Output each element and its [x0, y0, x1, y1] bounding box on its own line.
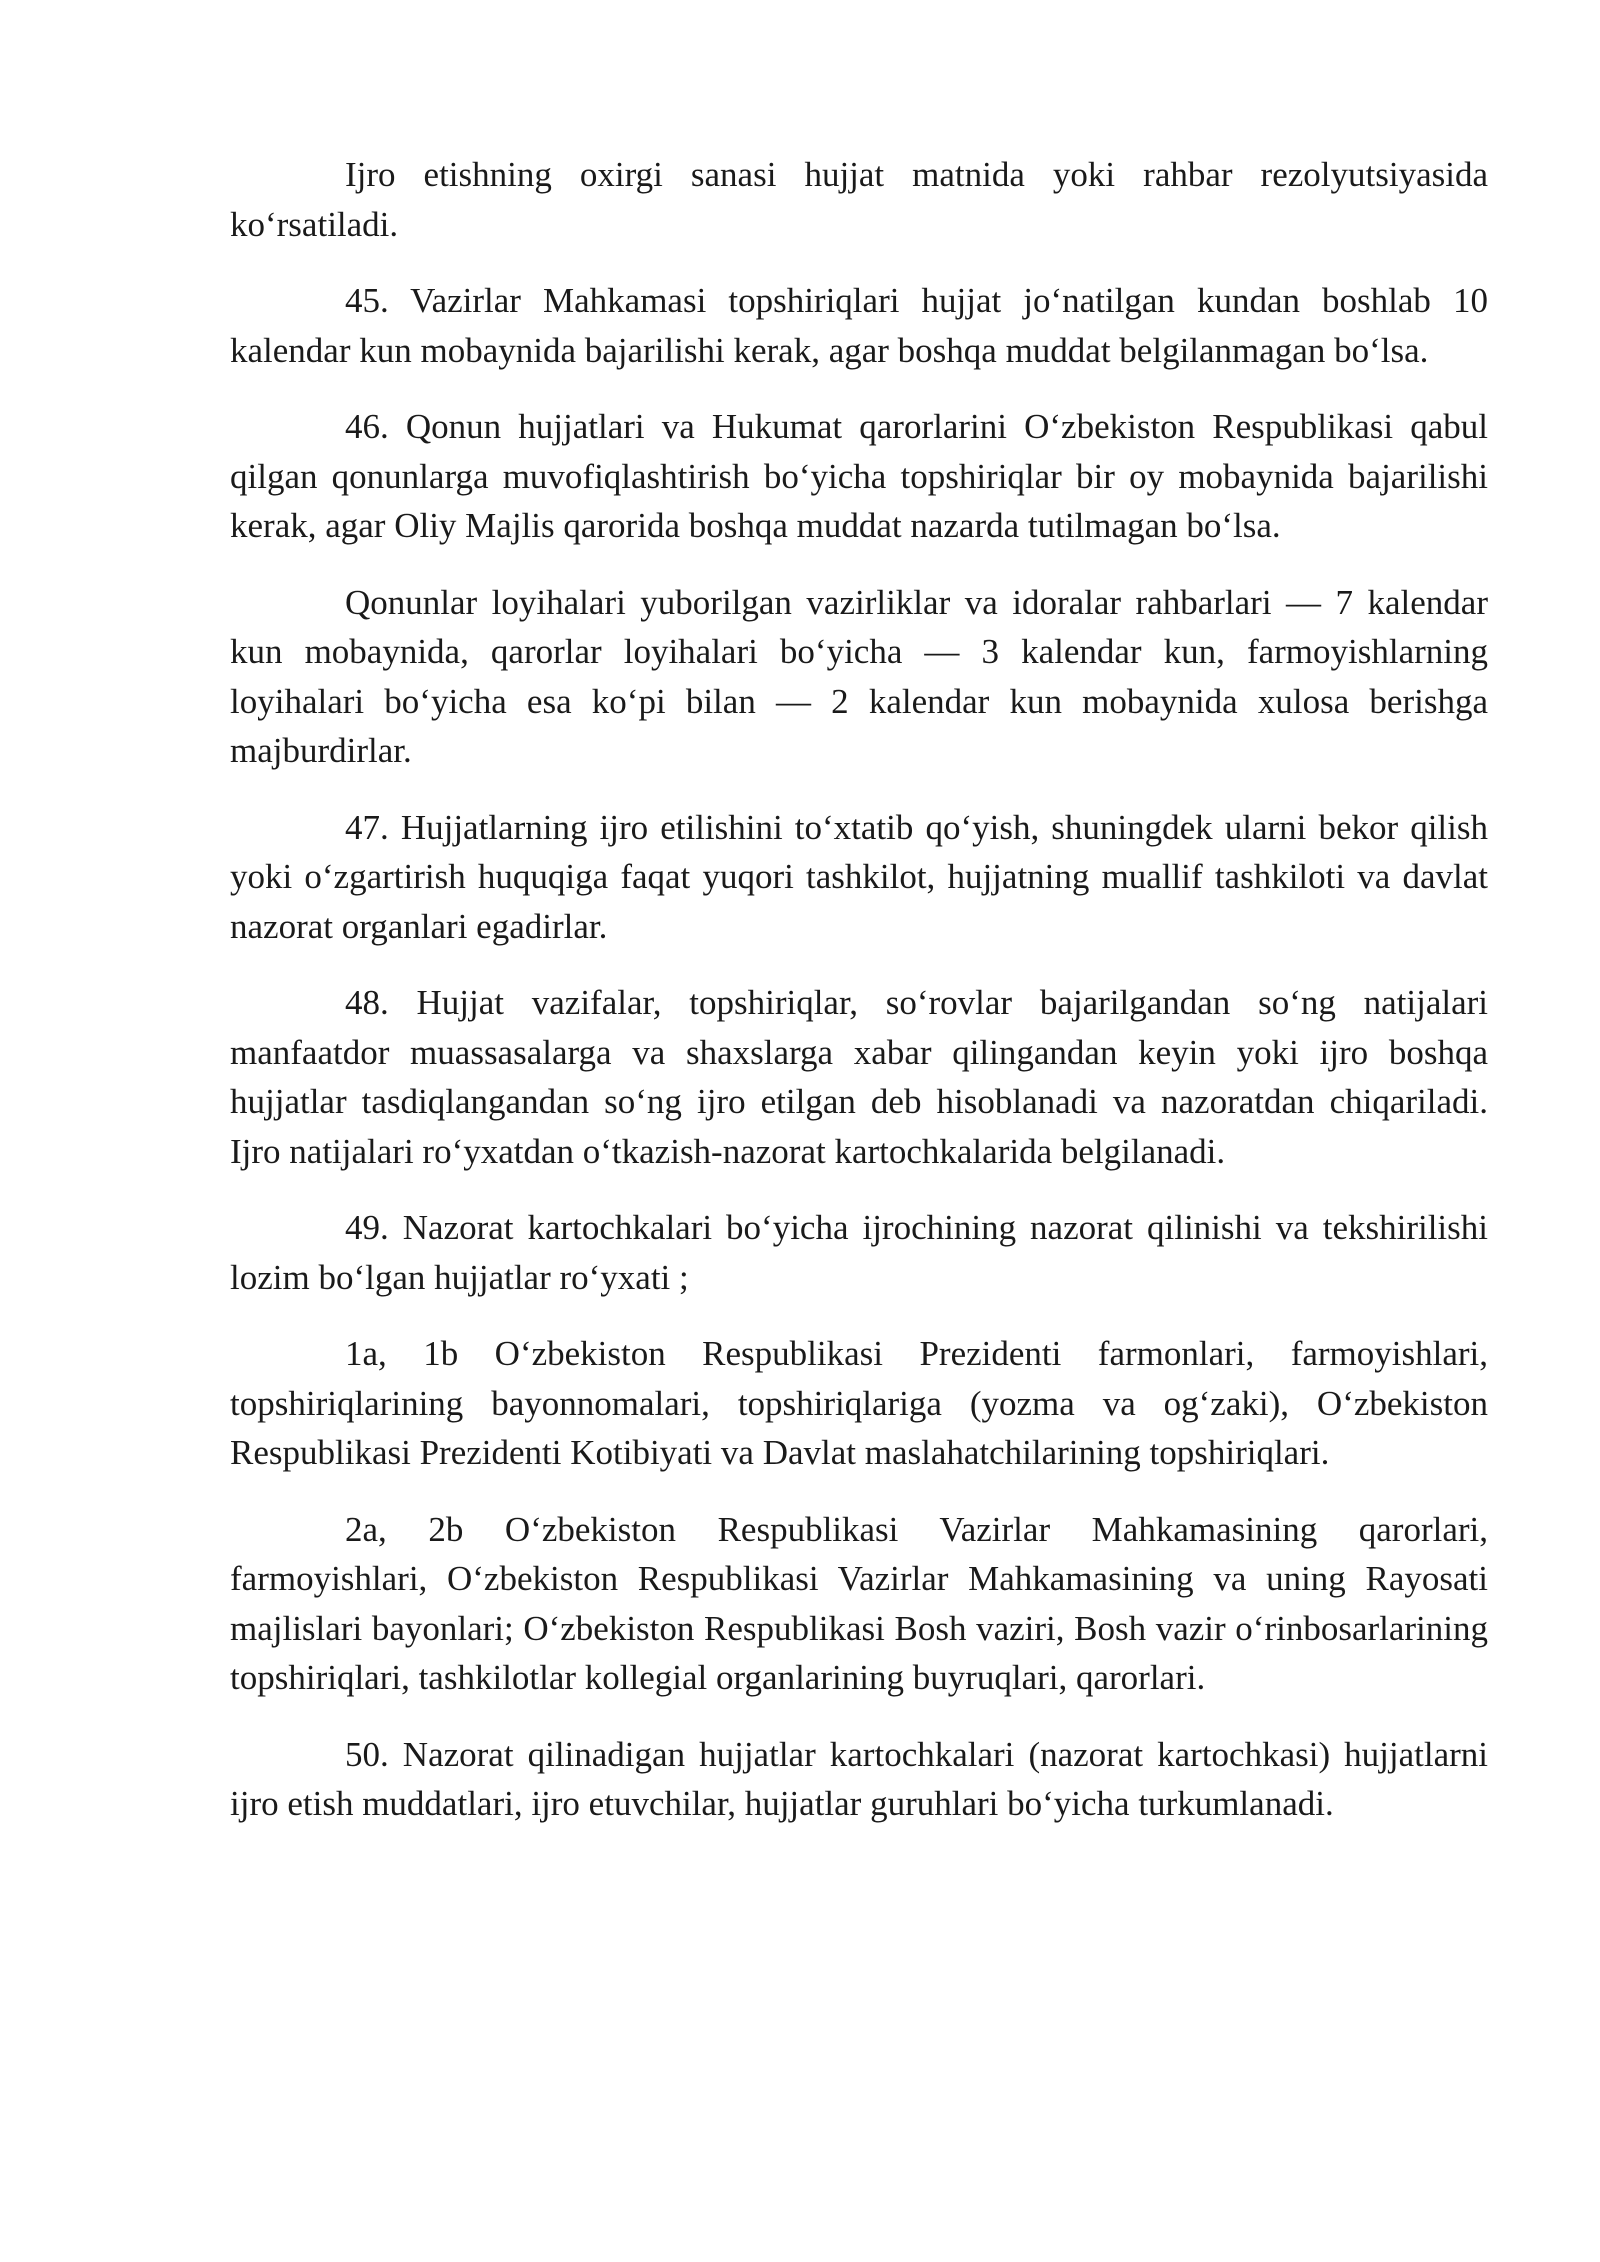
- paragraph-2a-2b: 2a, 2b O‘zbekiston Respublikasi Vazirlar Mahkamasining qarorlari, farmoyishlari, O‘zbekiston Respublikasi Vazirlar Mahkamasining va uning Rayosati majlislari bayonlari; O‘zbekiston Respublikasi Bosh vaziri, Bosh vazir o‘rinbosarlarining topshiriqlari, tashkilotlar kollegial organlarining buyruqlari, qarorlari.: [230, 1509, 1488, 1697]
- paragraph-47: 47. Hujjatlarning ijro etilishini to‘xtatib qo‘yish, shuningdek ularni bekor qilish yoki o‘zgartirish huquqiga faqat yuqori tashkilot, hujjatning muallif tashkiloti va davlat nazorat organlari egadirlar.: [230, 807, 1488, 946]
- paragraph-50: 50. Nazorat qilinadigan hujjatlar kartochkalari (nazorat kartochkasi) hujjatlarni ijro etish muddatlari, ijro etuvchilar, hujjatlar guruhlari bo‘yicha turkumlanadi.: [230, 1734, 1488, 1823]
- paragraph-46: 46. Qonun hujjatlari va Hukumat qarorlarini O‘zbekiston Respublikasi qabul qilgan qonunlarga muvofiqlashtirish bo‘yicha topshiriqlar bir oy mobaynida bajarilishi kerak, agar Oliy Majlis qarorida boshqa muddat nazarda tutilmagan bo‘lsa.: [230, 407, 1488, 545]
- paragraph-draft-laws: Qonunlar loyihalari yuborilgan vazirliklar va idoralar rahbarlari — 7 kalendar kun mobaynida, qarorlar loyihalari bo‘yicha — 3 kalendar kun, farmoyishlarning loyihalari bo‘yicha esa ko‘pi bilan — 2 kalendar kun mobaynida xulosa berishga majburdirlar.: [230, 582, 1488, 770]
- paragraph-45: 45. Vazirlar Mahkamasi topshiriqlari hujjat jo‘natilgan kundan boshlab 10 kalendar kun mobaynida bajarilishi kerak, agar boshqa muddat belgilanmagan bo‘lsa.: [230, 281, 1488, 370]
- paragraph-due-date-note: Ijro etishning oxirgi sanasi hujjat matnida yoki rahbar rezolyutsiyasida ko‘rsatiladi.: [230, 155, 1488, 244]
- paragraph-48: 48. Hujjat vazifalar, topshiriqlar, so‘rovlar bajarilgandan so‘ng natijalari manfaatdor muassasalarga va shaxslarga xabar qilingandan keyin yoki ijro boshqa hujjatlar tasdiqlangandan so‘ng ijro etilgan deb hisoblanadi va nazoratdan chiqariladi. Ijro natijalari ro‘yxatdan o‘tkazish-nazorat kartochkalarida belgilanadi.: [230, 983, 1488, 1171]
- paragraph-1a-1b: 1a, 1b O‘zbekiston Respublikasi Prezidenti farmonlari, farmoyishlari, topshiriqlarining bayonnomalari, topshiriqlariga (yozma va og‘zaki), O‘zbekiston Respublikasi Prezidenti Kotibiyati va Davlat maslahatchilarining topshiriqlari.: [230, 1334, 1488, 1472]
- paragraph-49: 49. Nazorat kartochkalari bo‘yicha ijrochining nazorat qilinishi va tekshirilishi lozim bo‘lgan hujjatlar ro‘yxati ;: [230, 1208, 1488, 1297]
- document-body: [230, 150, 1488, 1856]
